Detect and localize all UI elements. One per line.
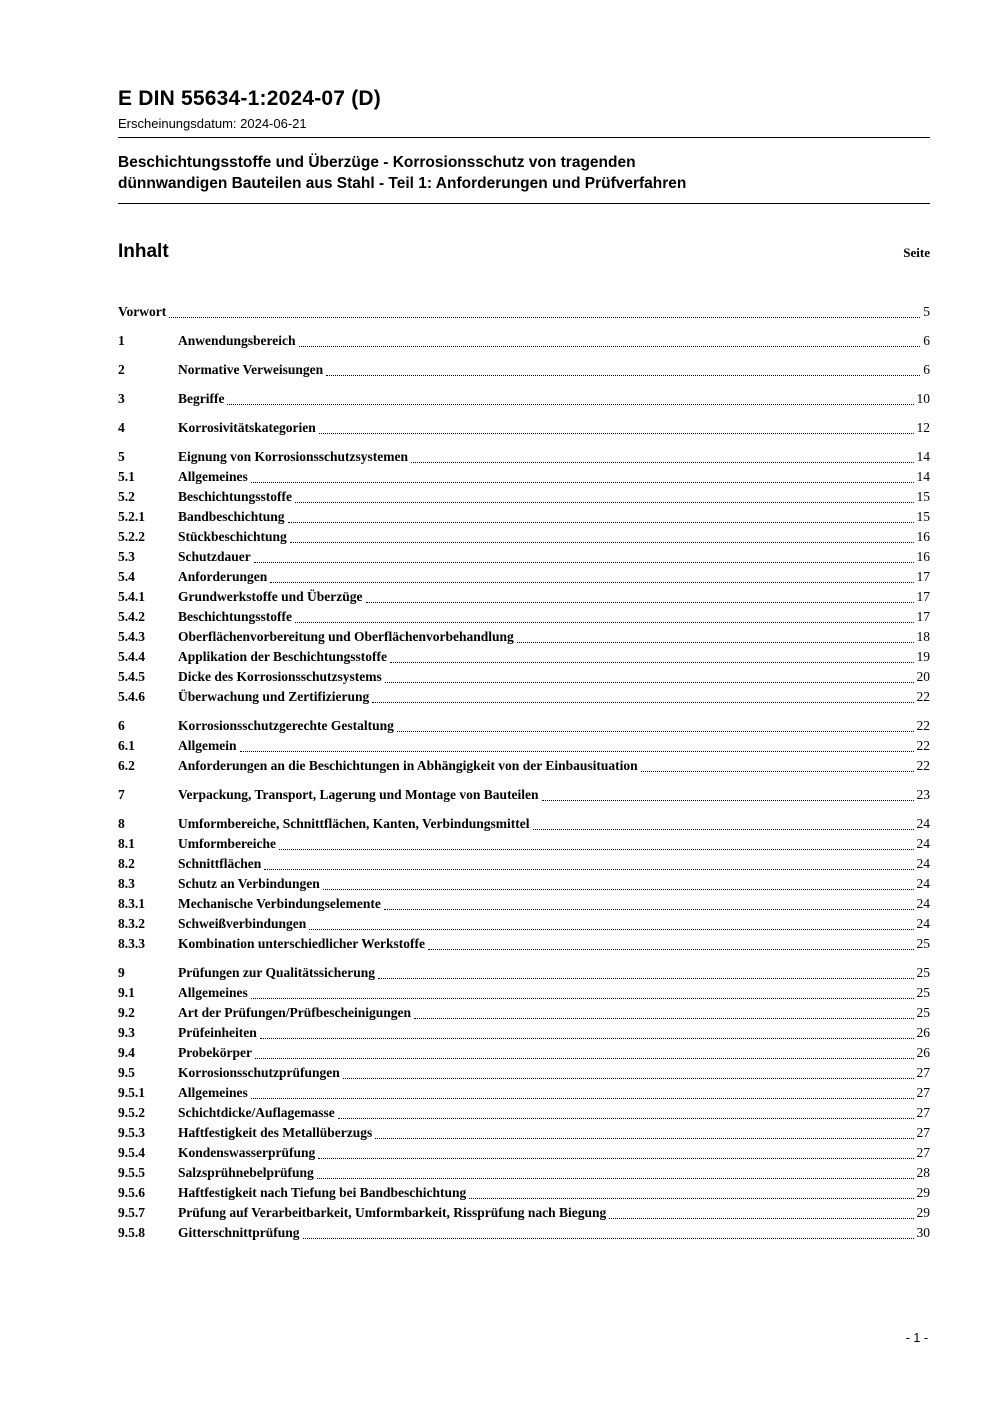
- toc-entry-number: 9.3: [118, 1025, 135, 1040]
- toc-dotted-leader: [318, 1158, 913, 1159]
- toc-entry-page: 17: [916, 609, 930, 624]
- toc-entry-number: 9.5.3: [118, 1125, 145, 1140]
- toc-entry-page: 20: [916, 669, 930, 684]
- toc-dotted-leader: [378, 978, 913, 979]
- toc-entry: [118, 934, 930, 954]
- toc-entry-title: Korrosivitätskategorien: [178, 420, 316, 435]
- toc-dotted-leader: [411, 462, 913, 463]
- toc-dotted-leader: [323, 889, 914, 890]
- toc-entry-page: 27: [916, 1085, 930, 1100]
- toc-entry-title: Stückbeschichtung: [178, 529, 287, 544]
- toc-entry-page: 14: [916, 449, 930, 464]
- toc-entry-page: 29: [916, 1185, 930, 1200]
- toc-entry-number: 9.5.2: [118, 1105, 145, 1120]
- toc-entry: [118, 716, 930, 736]
- toc-entry-page: 25: [916, 936, 930, 951]
- toc-entry-page: 25: [916, 965, 930, 980]
- toc-entry-number: 9.5.6: [118, 1185, 145, 1200]
- toc-entry-page: 19: [916, 649, 930, 664]
- toc-entry-title: Prüfung auf Verarbeitbarkeit, Umformbarkeit, Rissprüfung nach Biegung: [178, 1205, 607, 1220]
- toc-entry-number: 9.5: [118, 1065, 135, 1080]
- toc-dotted-leader: [641, 771, 914, 772]
- toc-entry: [118, 736, 930, 756]
- toc-entry: [118, 302, 930, 322]
- toc-entry: [118, 607, 930, 627]
- toc-entry-number: 9: [118, 965, 125, 980]
- toc-entry: [118, 1143, 930, 1163]
- toc-dotted-leader: [303, 1238, 914, 1239]
- toc-dotted-leader: [517, 642, 914, 643]
- toc-dotted-leader: [319, 433, 914, 434]
- toc-entry: [118, 1203, 930, 1223]
- toc-dotted-leader: [270, 582, 913, 583]
- page-indicator: - 1 -: [905, 1331, 928, 1345]
- toc-list: [118, 302, 930, 1243]
- toc-entry: [118, 507, 930, 527]
- toc-entry-title: Anwendungsbereich: [178, 333, 296, 348]
- toc-entry: [118, 854, 930, 874]
- toc-entry-page: 27: [916, 1065, 930, 1080]
- toc-entry-number: 5: [118, 449, 125, 464]
- toc-entry-title: Salzsprühnebelprüfung: [178, 1165, 314, 1180]
- toc-entry-title: Probekörper: [178, 1045, 252, 1060]
- toc-entry: [118, 963, 930, 983]
- toc-entry: [118, 467, 930, 487]
- toc-dotted-leader: [317, 1178, 914, 1179]
- toc-entry: [118, 447, 930, 467]
- toc-dotted-leader: [428, 949, 914, 950]
- toc-dotted-leader: [240, 751, 914, 752]
- toc-entry-title: Begriffe: [178, 391, 225, 406]
- toc-entry-number: 5.4.3: [118, 629, 145, 644]
- toc-entry-number: 8.3.3: [118, 936, 145, 951]
- toc-entry-title: Normative Verweisungen: [178, 362, 324, 377]
- doc-code: E DIN 55634-1:2024-07 (D): [118, 87, 381, 110]
- toc-dotted-leader: [366, 602, 914, 603]
- toc-entry-number: 2: [118, 362, 125, 377]
- toc-entry: [118, 1163, 930, 1183]
- toc-entry-title: Allgemein: [178, 738, 237, 753]
- toc-entry-title: Korrosionsschutzgerechte Gestaltung: [178, 718, 394, 733]
- toc-entry-number: 5.4.5: [118, 669, 145, 684]
- toc-entry-page: 25: [916, 985, 930, 1000]
- toc-entry: [118, 418, 930, 438]
- toc-entry-number: 9.2: [118, 1005, 135, 1020]
- toc-entry-page: 22: [916, 738, 930, 753]
- toc-entry: [118, 1043, 930, 1063]
- toc-entry-page: 6: [923, 362, 930, 377]
- toc-entry: [118, 360, 930, 380]
- toc-entry-number: 5.1: [118, 469, 135, 484]
- toc-entry-number: 5.4.4: [118, 649, 145, 664]
- toc-entry-page: 24: [916, 856, 930, 871]
- toc-entry: [118, 914, 930, 934]
- toc-entry: [118, 647, 930, 667]
- toc-entry: [118, 547, 930, 567]
- toc-entry-title: Eignung von Korrosionsschutzsystemen: [178, 449, 409, 464]
- toc-entry-page: 26: [916, 1045, 930, 1060]
- toc-entry-number: 8.3: [118, 876, 135, 891]
- toc-entry-title: Schweißverbindungen: [178, 916, 307, 931]
- toc-entry: [118, 756, 930, 776]
- toc-entry-number: 6.2: [118, 758, 135, 773]
- toc-entry-page: 24: [916, 836, 930, 851]
- toc-entry-page: 15: [916, 509, 930, 524]
- toc-entry: [118, 527, 930, 547]
- toc-entry: [118, 983, 930, 1003]
- toc-entry-page: 14: [916, 469, 930, 484]
- toc-entry: [118, 687, 930, 707]
- toc-entry-title: Allgemeines: [178, 1085, 248, 1100]
- toc-entry-title: Dicke des Korrosionsschutzsystems: [178, 669, 382, 684]
- toc-entry-title: Kombination unterschiedlicher Werkstoffe: [178, 936, 425, 951]
- toc-entry-number: 8.3.2: [118, 916, 145, 931]
- toc-dotted-leader: [542, 800, 914, 801]
- toc-entry: [118, 487, 930, 507]
- toc-dotted-leader: [255, 1058, 914, 1059]
- toc-entry-title: Umformbereiche: [178, 836, 276, 851]
- toc-entry-page: 30: [916, 1225, 930, 1240]
- toc-entry-number: 3: [118, 391, 125, 406]
- toc-entry-number: 5.2: [118, 489, 135, 504]
- toc-entry-title: Allgemeines: [178, 985, 248, 1000]
- toc-dotted-leader: [375, 1138, 913, 1139]
- toc-entry-page: 18: [916, 629, 930, 644]
- toc-entry-page: 17: [916, 569, 930, 584]
- toc-entry-title: Schnittflächen: [178, 856, 262, 871]
- toc-entry-number: 9.5.5: [118, 1165, 145, 1180]
- toc-entry-number: 9.5.7: [118, 1205, 145, 1220]
- toc-entry-title: Kondenswasserprüfung: [178, 1145, 316, 1160]
- toc-dotted-leader: [326, 375, 920, 376]
- toc-entry: [118, 331, 930, 351]
- toc-dotted-leader: [251, 1098, 914, 1099]
- toc-entry: [118, 1023, 930, 1043]
- toc-dotted-leader: [609, 1218, 913, 1219]
- toc-dotted-leader: [385, 682, 914, 683]
- toc-dotted-leader: [254, 562, 914, 563]
- toc-entry-number: 8.2: [118, 856, 135, 871]
- toc-entry: [118, 834, 930, 854]
- toc-entry-page: 23: [916, 787, 930, 802]
- toc-entry-page: 12: [916, 420, 930, 435]
- toc-entry-page: 26: [916, 1025, 930, 1040]
- toc-entry: [118, 814, 930, 834]
- toc-entry-page: 10: [916, 391, 930, 406]
- toc-dotted-leader: [384, 909, 914, 910]
- toc-dotted-leader: [414, 1018, 913, 1019]
- toc-entry-number: 9.1: [118, 985, 135, 1000]
- toc-dotted-leader: [251, 482, 914, 483]
- toc-entry-number: 9.4: [118, 1045, 135, 1060]
- toc-entry-title: Anforderungen: [178, 569, 268, 584]
- toc-entry-page: 24: [916, 876, 930, 891]
- toc-dotted-leader: [295, 502, 914, 503]
- toc-entry-number: 4: [118, 420, 125, 435]
- toc-entry-number: 9.5.1: [118, 1085, 145, 1100]
- toc-entry-number: 9.5.8: [118, 1225, 145, 1240]
- toc-entry-page: 22: [916, 689, 930, 704]
- toc-entry-number: 8: [118, 816, 125, 831]
- toc-entry-page: 6: [923, 333, 930, 348]
- toc-entry-title: Allgemeines: [178, 469, 248, 484]
- toc-entry-number: 5.2.2: [118, 529, 145, 544]
- toc-entry-page: 5: [923, 304, 930, 319]
- toc-entry-page: 16: [916, 529, 930, 544]
- toc-entry-title: Gitterschnittprüfung: [178, 1225, 300, 1240]
- toc-entry-page: 27: [916, 1145, 930, 1160]
- toc-entry-page: 22: [916, 758, 930, 773]
- toc-entry-number: 5.2.1: [118, 509, 145, 524]
- toc-entry-page: 24: [916, 896, 930, 911]
- toc-entry-title: Beschichtungsstoffe: [178, 489, 292, 504]
- toc-entry-title: Schichtdicke/Auflagemasse: [178, 1105, 335, 1120]
- toc-entry-title: Prüfeinheiten: [178, 1025, 257, 1040]
- toc-entry-title: Anforderungen an die Beschichtungen in Abhängigkeit von der Einbausituation: [178, 758, 638, 773]
- toc-dotted-leader: [533, 829, 914, 830]
- toc-entry-number: 5.3: [118, 549, 135, 564]
- toc-entry: [118, 1223, 930, 1243]
- toc-entry: [118, 627, 930, 647]
- toc-entry-title: Mechanische Verbindungselemente: [178, 896, 381, 911]
- toc-dotted-leader: [372, 702, 913, 703]
- toc-dotted-leader: [338, 1118, 914, 1119]
- toc-entry: [118, 1183, 930, 1203]
- toc-entry-page: 24: [916, 916, 930, 931]
- toc-dotted-leader: [264, 869, 913, 870]
- toc-dotted-leader: [343, 1078, 914, 1079]
- toc-entry-title: Verpackung, Transport, Lagerung und Montage von Bauteilen: [178, 787, 539, 802]
- toc-entry-page: 27: [916, 1105, 930, 1120]
- toc-entry: [118, 587, 930, 607]
- toc-entry: [118, 785, 930, 805]
- toc-entry: [118, 894, 930, 914]
- toc-entry-page: 28: [916, 1165, 930, 1180]
- toc-entry-number: 9.5.4: [118, 1145, 145, 1160]
- toc-entry-number: 5.4.2: [118, 609, 145, 624]
- divider: [118, 203, 930, 204]
- toc-entry: [118, 1083, 930, 1103]
- divider: [118, 137, 930, 138]
- toc-entry-page: 17: [916, 589, 930, 604]
- toc-dotted-leader: [290, 542, 914, 543]
- toc-entry-number: 6: [118, 718, 125, 733]
- toc-entry: [118, 667, 930, 687]
- toc-entry-page: 29: [916, 1205, 930, 1220]
- doc-title-line2: dünnwandigen Bauteilen aus Stahl - Teil 1: Anforderungen und Prüfverfahren: [118, 175, 687, 192]
- toc-entry-title: Schutz an Verbindungen: [178, 876, 320, 891]
- toc-entry-page: 15: [916, 489, 930, 504]
- toc-entry-number: 8.3.1: [118, 896, 145, 911]
- toc-entry-title: Oberflächenvorbereitung und Oberflächenvorbehandlung: [178, 629, 514, 644]
- toc-entry-number: 8.1: [118, 836, 135, 851]
- toc-entry-title: Haftfestigkeit nach Tiefung bei Bandbeschichtung: [178, 1185, 467, 1200]
- toc-entry-title: Schutzdauer: [178, 549, 251, 564]
- release-date: Erscheinungsdatum: 2024-06-21: [118, 116, 307, 131]
- toc-entry-page: 25: [916, 1005, 930, 1020]
- toc-entry-title: Haftfestigkeit des Metallüberzugs: [178, 1125, 373, 1140]
- toc-dotted-leader: [309, 929, 913, 930]
- toc-entry-title: Applikation der Beschichtungsstoffe: [178, 649, 388, 664]
- toc-entry-title: Vorwort: [118, 304, 167, 319]
- toc-dotted-leader: [169, 317, 920, 318]
- toc-entry: [118, 1123, 930, 1143]
- toc-entry: [118, 389, 930, 409]
- toc-entry-title: Grundwerkstoffe und Überzüge: [178, 589, 363, 604]
- toc-entry-number: 7: [118, 787, 125, 802]
- toc-entry: [118, 1103, 930, 1123]
- toc-entry: [118, 874, 930, 894]
- toc-entry-page: 24: [916, 816, 930, 831]
- toc-entry-page: 22: [916, 718, 930, 733]
- toc-dotted-leader: [469, 1198, 913, 1199]
- toc-dotted-leader: [279, 849, 914, 850]
- toc-entry-title: Prüfungen zur Qualitätssicherung: [178, 965, 376, 980]
- toc-entry-title: Korrosionsschutzprüfungen: [178, 1065, 340, 1080]
- toc-entry-title: Beschichtungsstoffe: [178, 609, 292, 624]
- page-footer: [906, 1331, 928, 1345]
- toc-entry-page: 16: [916, 549, 930, 564]
- doc-title-line1: Beschichtungsstoffe und Überzüge - Korrosionsschutz von tragenden: [118, 154, 636, 171]
- toc-entry-title: Art der Prüfungen/Prüfbescheinigungen: [178, 1005, 412, 1020]
- toc-entry-title: Bandbeschichtung: [178, 509, 285, 524]
- toc-entry-number: 5.4.6: [118, 689, 145, 704]
- toc-entry-title: Überwachung und Zertifizierung: [178, 689, 370, 704]
- toc-entry-number: 5.4.1: [118, 589, 145, 604]
- toc-dotted-leader: [251, 998, 914, 999]
- toc-page-column-label: Seite: [903, 245, 930, 260]
- toc-dotted-leader: [288, 522, 914, 523]
- doc-title: [118, 152, 930, 194]
- toc-dotted-leader: [295, 622, 914, 623]
- toc-entry-title: Umformbereiche, Schnittflächen, Kanten, Verbindungsmittel: [178, 816, 530, 831]
- toc-dotted-leader: [227, 404, 913, 405]
- toc-entry: [118, 567, 930, 587]
- toc-entry-page: 27: [916, 1125, 930, 1140]
- toc-dotted-leader: [390, 662, 913, 663]
- toc-dotted-leader: [299, 346, 921, 347]
- toc-entry: [118, 1063, 930, 1083]
- toc-heading: Inhalt: [118, 241, 169, 262]
- toc-entry-number: 5.4: [118, 569, 135, 584]
- toc-entry-number: 1: [118, 333, 125, 348]
- document-header: [118, 86, 930, 204]
- toc-dotted-leader: [260, 1038, 914, 1039]
- toc-dotted-leader: [397, 731, 914, 732]
- toc-entry: [118, 1003, 930, 1023]
- toc-header: [118, 240, 930, 264]
- toc-entry-number: 6.1: [118, 738, 135, 753]
